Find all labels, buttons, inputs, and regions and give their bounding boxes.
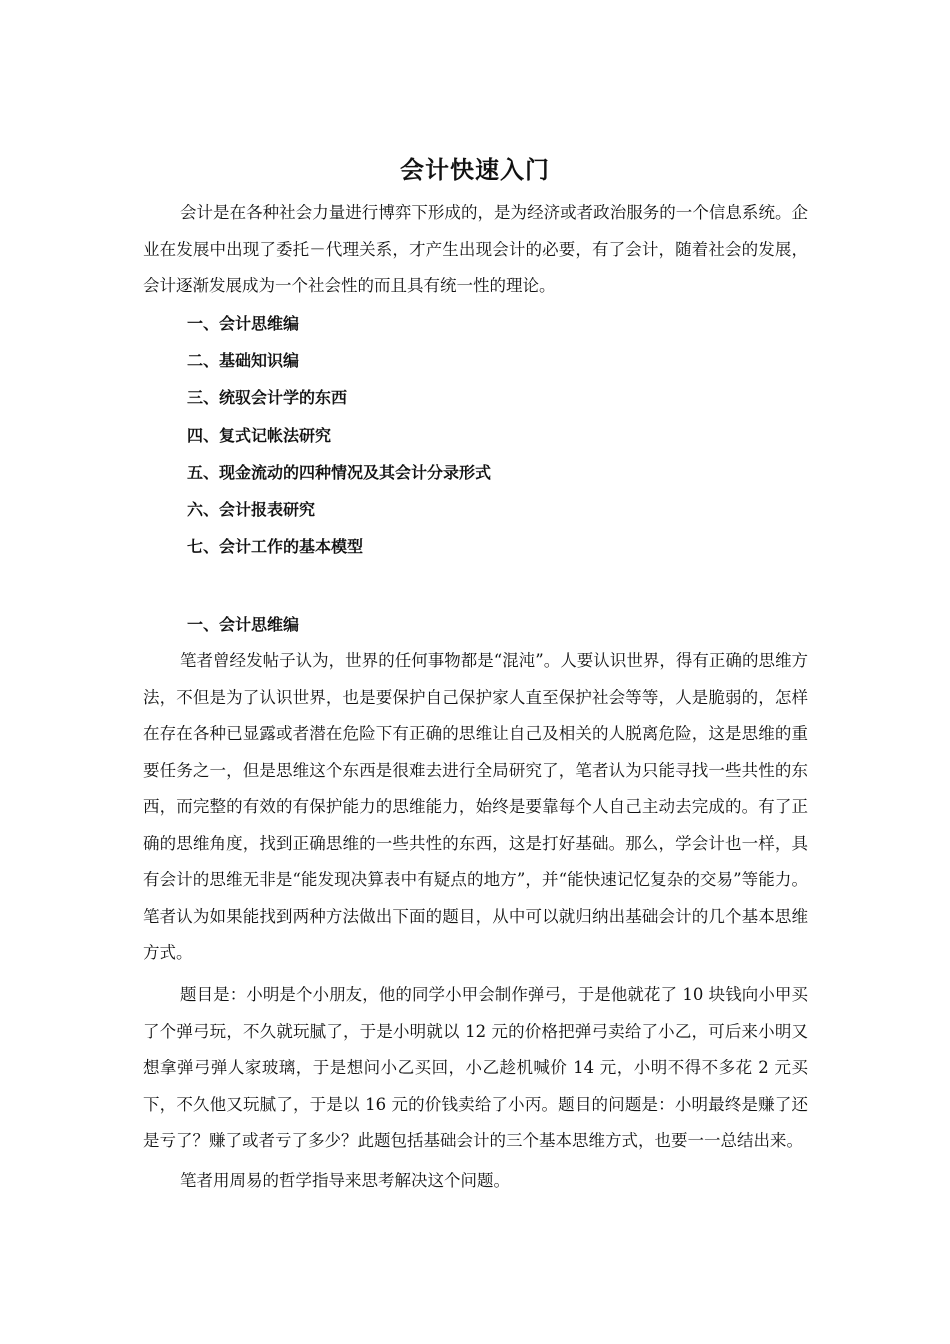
section-heading: 一、会计思维编 [187, 615, 300, 634]
toc-item: 三、统驭会计学的东西 [187, 388, 348, 408]
toc-item: 七、会计工作的基本模型 [187, 537, 364, 557]
toc-item: 一、会计思维编 [187, 314, 300, 333]
table-of-contents [187, 305, 491, 565]
body-paragraph: 题目是：小明是个小朋友，他的同学小甲会制作弹弓，于是他就花了 10 块钱向小甲买了个弹弓玩，不久就玩腻了，于是小明就以 12 元的价格把弹弓卖给了小乙，可后来小明又想拿弹弓弹人家玻璃，于是想问小乙买回，小乙趁机喊价 14 元，小明不得不多花 2 元买下，不久他又玩腻了，于是以 16 元的价钱卖给了小丙。题目的问题是：小明最终是赚了还是亏了？赚了或者亏了多少？此题包括基础会计的三个基本思维方式，也要一一总结出来。 [143, 985, 808, 1150]
toc-item: 五、现金流动的四种情况及其会计分录形式 [187, 462, 492, 482]
toc-item: 六、会计报表研究 [187, 499, 316, 519]
toc-item: 四、复式记帐法研究 [187, 425, 332, 445]
toc-item: 二、基础知识编 [187, 351, 300, 371]
document-title: 会计快速入门 [400, 156, 550, 184]
body-paragraph: 笔者曾经发帖子认为，世界的任何事物都是“混沌”。人要认识世界，得有正确的思维方法，不但是为了认识世界，也是要保护自己保护家人直至保护社会等等，人是脆弱的，怎样在存在各种已显露或者潜在危险下有正确的思维让自己及相关的人脱离危险，这是思维的重要任务之一，但是思维这个东西是很难去进行全局研究了，笔者认为只能寻找一些共性的东西，而完整的有效的有保护能力的思维能力，始终是要靠每个人自己主动去完成的。有了正确的思维角度，找到正确思维的一些共性的东西，这是打好基础。那么，学会计也一样，具有会计的思维无非是“能发现决算表中有疑点的地方”，并“能快速记忆复杂的交易”等能力。笔者认为如果能找到两种方法做出下面的题目，从中可以就归纳出基础会计的几个基本思维方式。 [143, 651, 808, 962]
body-paragraph: 笔者用周易的哲学指导来思考解决这个问题。 [180, 1171, 510, 1190]
intro-paragraph: 会计是在各种社会力量进行博弈下形成的，是为经济或者政治服务的一个信息系统。企业在发展中出现了委托－代理关系，才产生出现会计的必要，有了会计，随着社会的发展，会计逐渐发展成为一个社会性的而且具有统一性的理论。 [143, 203, 808, 295]
